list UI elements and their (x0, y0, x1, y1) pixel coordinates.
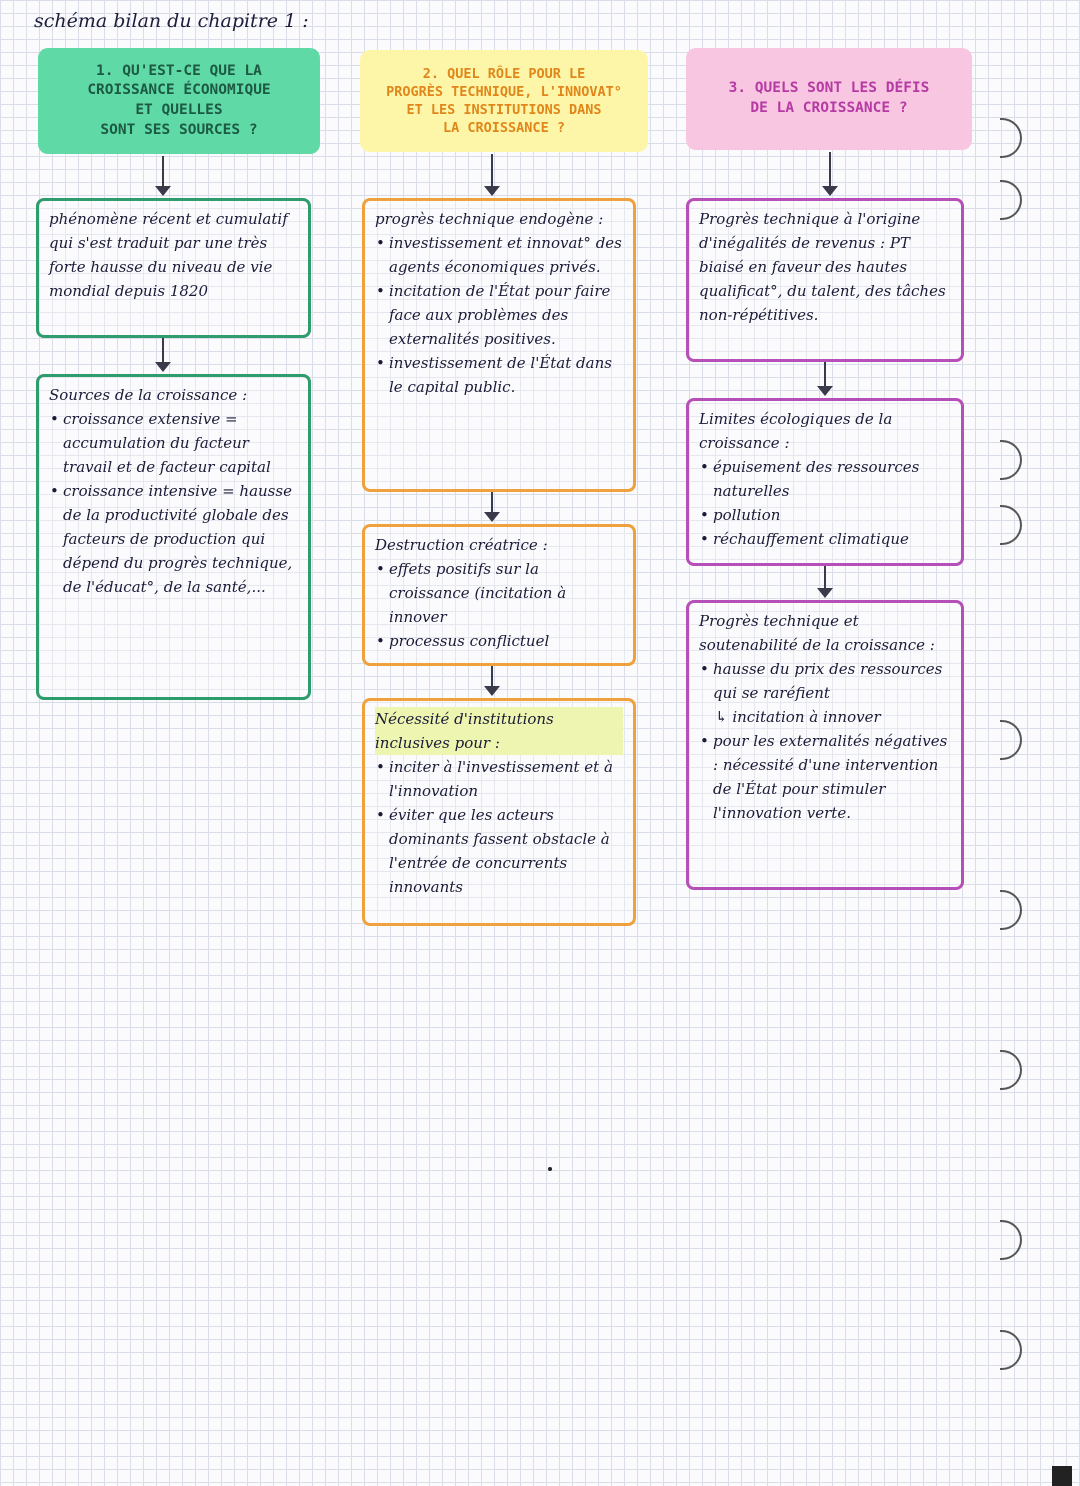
arrow-down-icon (484, 666, 500, 698)
binder-ring-icon (1000, 505, 1022, 545)
list-item: • croissance intensive = hausse de la productivité globale des facteurs de production qui dépend du progrès technique, de l'éducat°, de la santé,... (49, 479, 298, 599)
list-item: • éviter que les acteurs dominants fassent obstacle à l'entrée de concurrents innovants (375, 803, 623, 899)
header-question-3: 3. QUELS SONT LES DÉFIS DE LA CROISSANCE ? (686, 48, 972, 150)
list-item: • hausse du prix des ressources qui se raréfient (699, 657, 951, 705)
arrow-down-icon (155, 156, 171, 198)
growth-sources-title: Sources de la croissance : (49, 386, 248, 404)
list-item: • épuisement des ressources naturelles (699, 455, 951, 503)
growth-definition-text: phénomène récent et cumulatif qui s'est traduit par une très forte hausse du niveau de vie mondial depuis 1820 (49, 210, 288, 300)
arrow-down-icon (484, 492, 500, 524)
pen-dot (548, 1167, 552, 1171)
inequality-text: Progrès technique à l'origine d'inégalités de revenus : PT biaisé en faveur des hautes qualificat°, du talent, des tâches non-répétitives. (699, 210, 946, 324)
binder-ring-icon (1000, 440, 1022, 480)
binder-ring-icon (1000, 118, 1022, 158)
growth-definition-box (36, 198, 311, 338)
binder-ring-icon (1000, 890, 1022, 930)
ecological-limits-title: Limites écologiques de la croissance : (699, 410, 893, 452)
list-item: • effets positifs sur la croissance (incitation à innover (375, 557, 623, 629)
list-item: • processus conflictuel (375, 629, 623, 653)
list-item: • réchauffement climatique (699, 527, 951, 551)
ecological-limits-box (686, 398, 964, 566)
page-title: schéma bilan du chapitre 1 : (34, 10, 309, 32)
list-item: • investissement et innovat° des agents économiques privés. (375, 231, 623, 279)
binder-ring-icon (1000, 720, 1022, 760)
corner-mark (1052, 1466, 1072, 1486)
arrow-down-icon (817, 362, 833, 398)
list-item: • pollution (699, 503, 951, 527)
creative-destruction-title: Destruction créatrice : (375, 536, 548, 554)
list-item: • incitation de l'État pour faire face aux problèmes des externalités positives. (375, 279, 623, 351)
growth-sources-box (36, 374, 311, 700)
list-item: • inciter à l'investissement et à l'innovation (375, 755, 623, 803)
endogenous-progress-title: progrès technique endogène : (375, 210, 604, 228)
header-question-1: 1. QU'EST-CE QUE LA CROISSANCE ÉCONOMIQUE ET QUELLES SONT SES SOURCES ? (38, 48, 320, 154)
creative-destruction-box (362, 524, 636, 666)
inequality-box (686, 198, 964, 362)
header-question-2: 2. QUEL RÔLE POUR LE PROGRÈS TECHNIQUE, L'INNOVAT° ET LES INSTITUTIONS DANS LA CROISSANCE ? (360, 50, 648, 152)
sustainability-title: Progrès technique et soutenabilité de la croissance : (699, 612, 935, 654)
list-item: • croissance extensive = accumulation du facteur travail et de facteur capital (49, 407, 298, 479)
sub-note: ↳ incitation à innover (715, 708, 881, 726)
arrow-down-icon (822, 152, 838, 198)
list-item: • pour les externalités négatives : nécessité d'une intervention de l'État pour stimuler l'innovation verte. (699, 729, 951, 825)
inclusive-institutions-title: Nécessité d'institutions inclusives pour : (375, 707, 623, 755)
binder-ring-icon (1000, 1050, 1022, 1090)
inclusive-institutions-box (362, 698, 636, 926)
arrow-down-icon (817, 566, 833, 600)
sustainability-box (686, 600, 964, 890)
binder-ring-icon (1000, 1220, 1022, 1260)
arrow-down-icon (155, 338, 171, 374)
endogenous-progress-box (362, 198, 636, 492)
binder-ring-icon (1000, 1330, 1022, 1370)
binder-ring-icon (1000, 180, 1022, 220)
list-item: • investissement de l'État dans le capital public. (375, 351, 623, 399)
arrow-down-icon (484, 154, 500, 198)
